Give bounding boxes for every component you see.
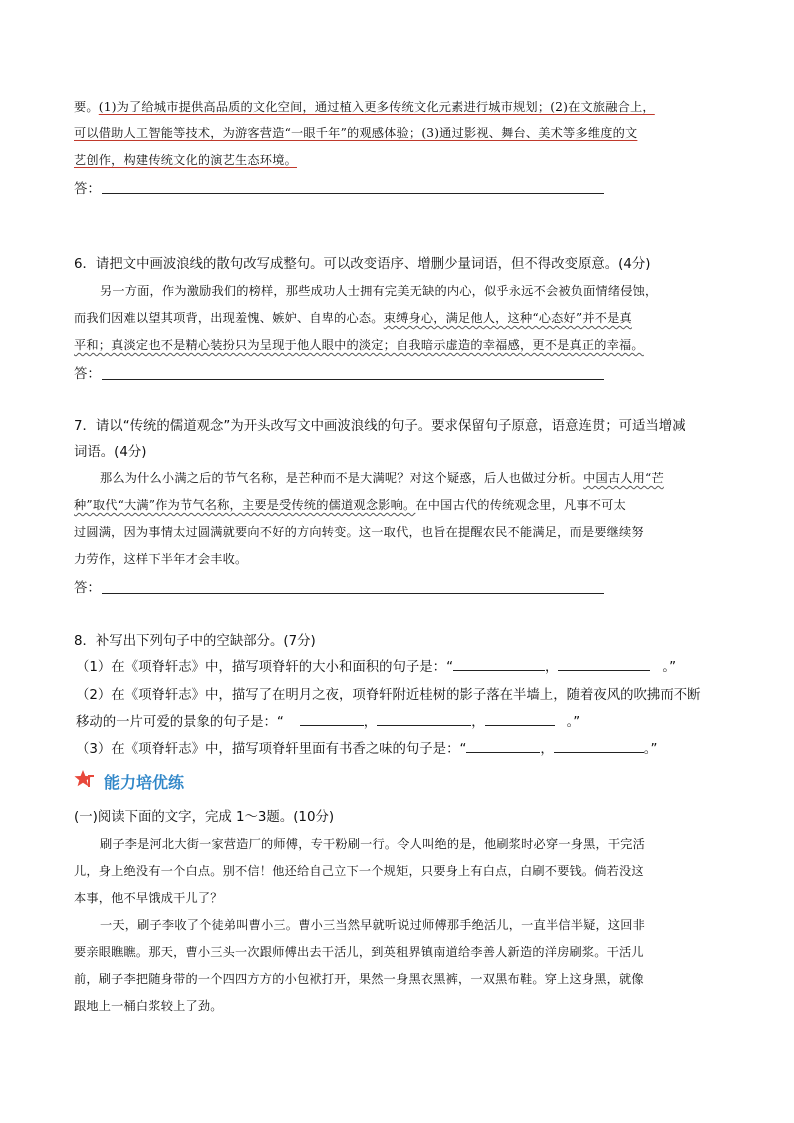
comma: ， bbox=[471, 715, 485, 730]
answer-label: 答： bbox=[74, 367, 101, 382]
passage-line bbox=[100, 282, 657, 299]
blank-field[interactable] bbox=[453, 658, 545, 671]
answer-label: 答： bbox=[74, 182, 101, 197]
answer-label: 答： bbox=[74, 581, 101, 596]
question-7-line-2: 词语。(4分) bbox=[74, 445, 147, 460]
blank-field[interactable] bbox=[377, 713, 471, 726]
wavy-underlined-text: 中国古人用“芒 bbox=[583, 471, 664, 485]
sentence-text: 移动的一片可爱的景象的句子是：“ bbox=[76, 715, 284, 730]
fill-blank-1 bbox=[76, 656, 676, 675]
passage-text: 儿，身上绝没有一个白点。别不信！他还给自己立下一个规矩，只要身上有白点，白刷不要钱。倘若没这 bbox=[74, 864, 644, 878]
passage-line bbox=[74, 523, 644, 540]
passage-text: 另一方面，作为激励我们的榜样，那些成功人士拥有完美无缺的内心，似乎永远不会被负面情绪侵蚀， bbox=[100, 284, 658, 298]
wavy-underlined-text: 平和；真淡定也不是精心装扮只为呈现于他人眼中的淡定；自我暗示虚造的幸福感，更不是真正的幸福。 bbox=[74, 338, 644, 352]
sentence-text: （3）在《项脊轩志》中，描写项脊轩里面有书香之味的句子是：“ bbox=[76, 742, 467, 757]
passage-text: 刷子李是河北大街一家营造厂的师傅，专干粉刷一行。令人叫绝的是，他刷浆时必穿一身黑，干完活 bbox=[100, 837, 646, 851]
passage-line bbox=[74, 997, 223, 1014]
sentence-end: 。” bbox=[662, 660, 677, 675]
passage-text: 跟地上一桶白浆较上了劲。 bbox=[74, 999, 223, 1013]
passage-text: 前，刷子李把随身带的一个四四方方的小包袱打开，果然一身黑衣黑裤，一双黑布鞋。穿上这身黑，就像 bbox=[74, 972, 644, 986]
blank-field[interactable] bbox=[558, 658, 650, 671]
fill-blank-2-line-2 bbox=[76, 711, 580, 730]
fill-blank-3 bbox=[76, 738, 657, 757]
sentence-end: 。” bbox=[643, 742, 658, 757]
passage-line bbox=[100, 469, 664, 486]
passage-line bbox=[100, 916, 645, 933]
answer-line[interactable] bbox=[102, 593, 604, 594]
passage-line bbox=[74, 336, 644, 353]
answer-line[interactable] bbox=[102, 379, 604, 380]
sentence-end: 。” bbox=[566, 715, 581, 730]
underlined-text: 艺创作，构建传统文化的演艺生态环境。 bbox=[74, 153, 297, 167]
passage-text: 那么为什么小满之后的节气名称，是芒种而不是大满呢？对这个疑惑，后人也做过分析。 bbox=[100, 471, 584, 485]
blank-field[interactable] bbox=[554, 740, 644, 753]
fill-blank-2-line-1: （2）在《项脊轩志》中，描写了在明月之夜，项脊轩附近桂树的影子落在半墙上，随着夜风的吹拂而不断 bbox=[76, 688, 701, 703]
question-7-line-1: 7．请以“传统的儒道观念”为开头改写文中画波浪线的句子。要求保留句子原意，语意连贯；可适当增减 bbox=[74, 419, 686, 434]
blank-field[interactable] bbox=[300, 713, 364, 726]
passage-line bbox=[74, 970, 644, 987]
text-fragment: 要。 bbox=[74, 100, 99, 114]
passage-text: 力劳作，这样下半年才会丰收。 bbox=[74, 552, 248, 566]
underlined-text: (1)为了给城市提供高品质的文化空间，通过植入更多传统文化元素进行城市规划；(2)在文旅融合上， bbox=[98, 100, 655, 114]
reading-intro: (一)阅读下面的文字，完成 1～3题。(10分) bbox=[74, 810, 335, 825]
question-8: 8．补写出下列句子中的空缺部分。(7分) bbox=[74, 634, 316, 649]
passage-text: 本事，他不早饿成干儿了？ bbox=[74, 891, 223, 905]
comma: ， bbox=[540, 742, 554, 757]
question-6: 6．请把文中画波浪线的散句改写成整句。可以改变语序、增删少量词语，但不得改变原意。(4分) bbox=[74, 257, 651, 272]
section-title bbox=[104, 770, 184, 793]
passage-text: 过圆满，因为事情太过圆满就要向不好的方向转变。这一取代，也旨在提醒农民不能满足，而是要继续努 bbox=[74, 525, 644, 539]
passage-line bbox=[74, 550, 247, 567]
underlined-text: 可以借助人工智能等技术，为游客营造“一眼千年”的观感体验；(3)通过影视、舞台、美术等多维度的文 bbox=[74, 126, 638, 140]
blank-field[interactable] bbox=[485, 713, 555, 726]
passage-text: 在中国古代的传统观念里，凡事不可太 bbox=[415, 498, 626, 512]
passage-line bbox=[74, 943, 644, 960]
passage-line bbox=[74, 496, 626, 513]
passage-text: 而我们因难以望其项背，出现羞愧、嫉妒、自卑的心态。 bbox=[74, 311, 384, 325]
comma: ， bbox=[363, 715, 378, 730]
text-line bbox=[74, 98, 655, 115]
answer-line[interactable] bbox=[102, 193, 604, 194]
text-line bbox=[74, 124, 637, 141]
section-title-text: 能力培优练 bbox=[104, 773, 185, 792]
comma: ， bbox=[545, 660, 559, 675]
passage-line bbox=[74, 862, 644, 879]
passage-line bbox=[74, 309, 632, 326]
wavy-underlined-text: 种”取代“大满”作为节气名称，主要是受传统的儒道观念影响。 bbox=[74, 498, 416, 512]
passage-line bbox=[74, 889, 223, 906]
passage-line bbox=[100, 835, 645, 852]
passage-text: 一天，刷子李收了个徒弟叫曹小三。曹小三当然早就听说过师傅那手绝活儿，一直半信半疑，这回非 bbox=[100, 918, 646, 932]
wavy-underlined-text: 束缚身心，满足他人，这种“心态好”并不是真 bbox=[383, 311, 632, 325]
star-badge-icon bbox=[74, 769, 96, 791]
sentence-text: （1）在《项脊轩志》中，描写项脊轩的大小和面积的句子是：“ bbox=[76, 660, 454, 675]
passage-text: 要亲眼瞧瞧。那天，曹小三头一次跟师傅出去干活儿，到英租界镇南道给李善人新造的洋房刷浆。干活儿 bbox=[74, 945, 644, 959]
blank-field[interactable] bbox=[466, 740, 540, 753]
text-line bbox=[74, 151, 297, 168]
